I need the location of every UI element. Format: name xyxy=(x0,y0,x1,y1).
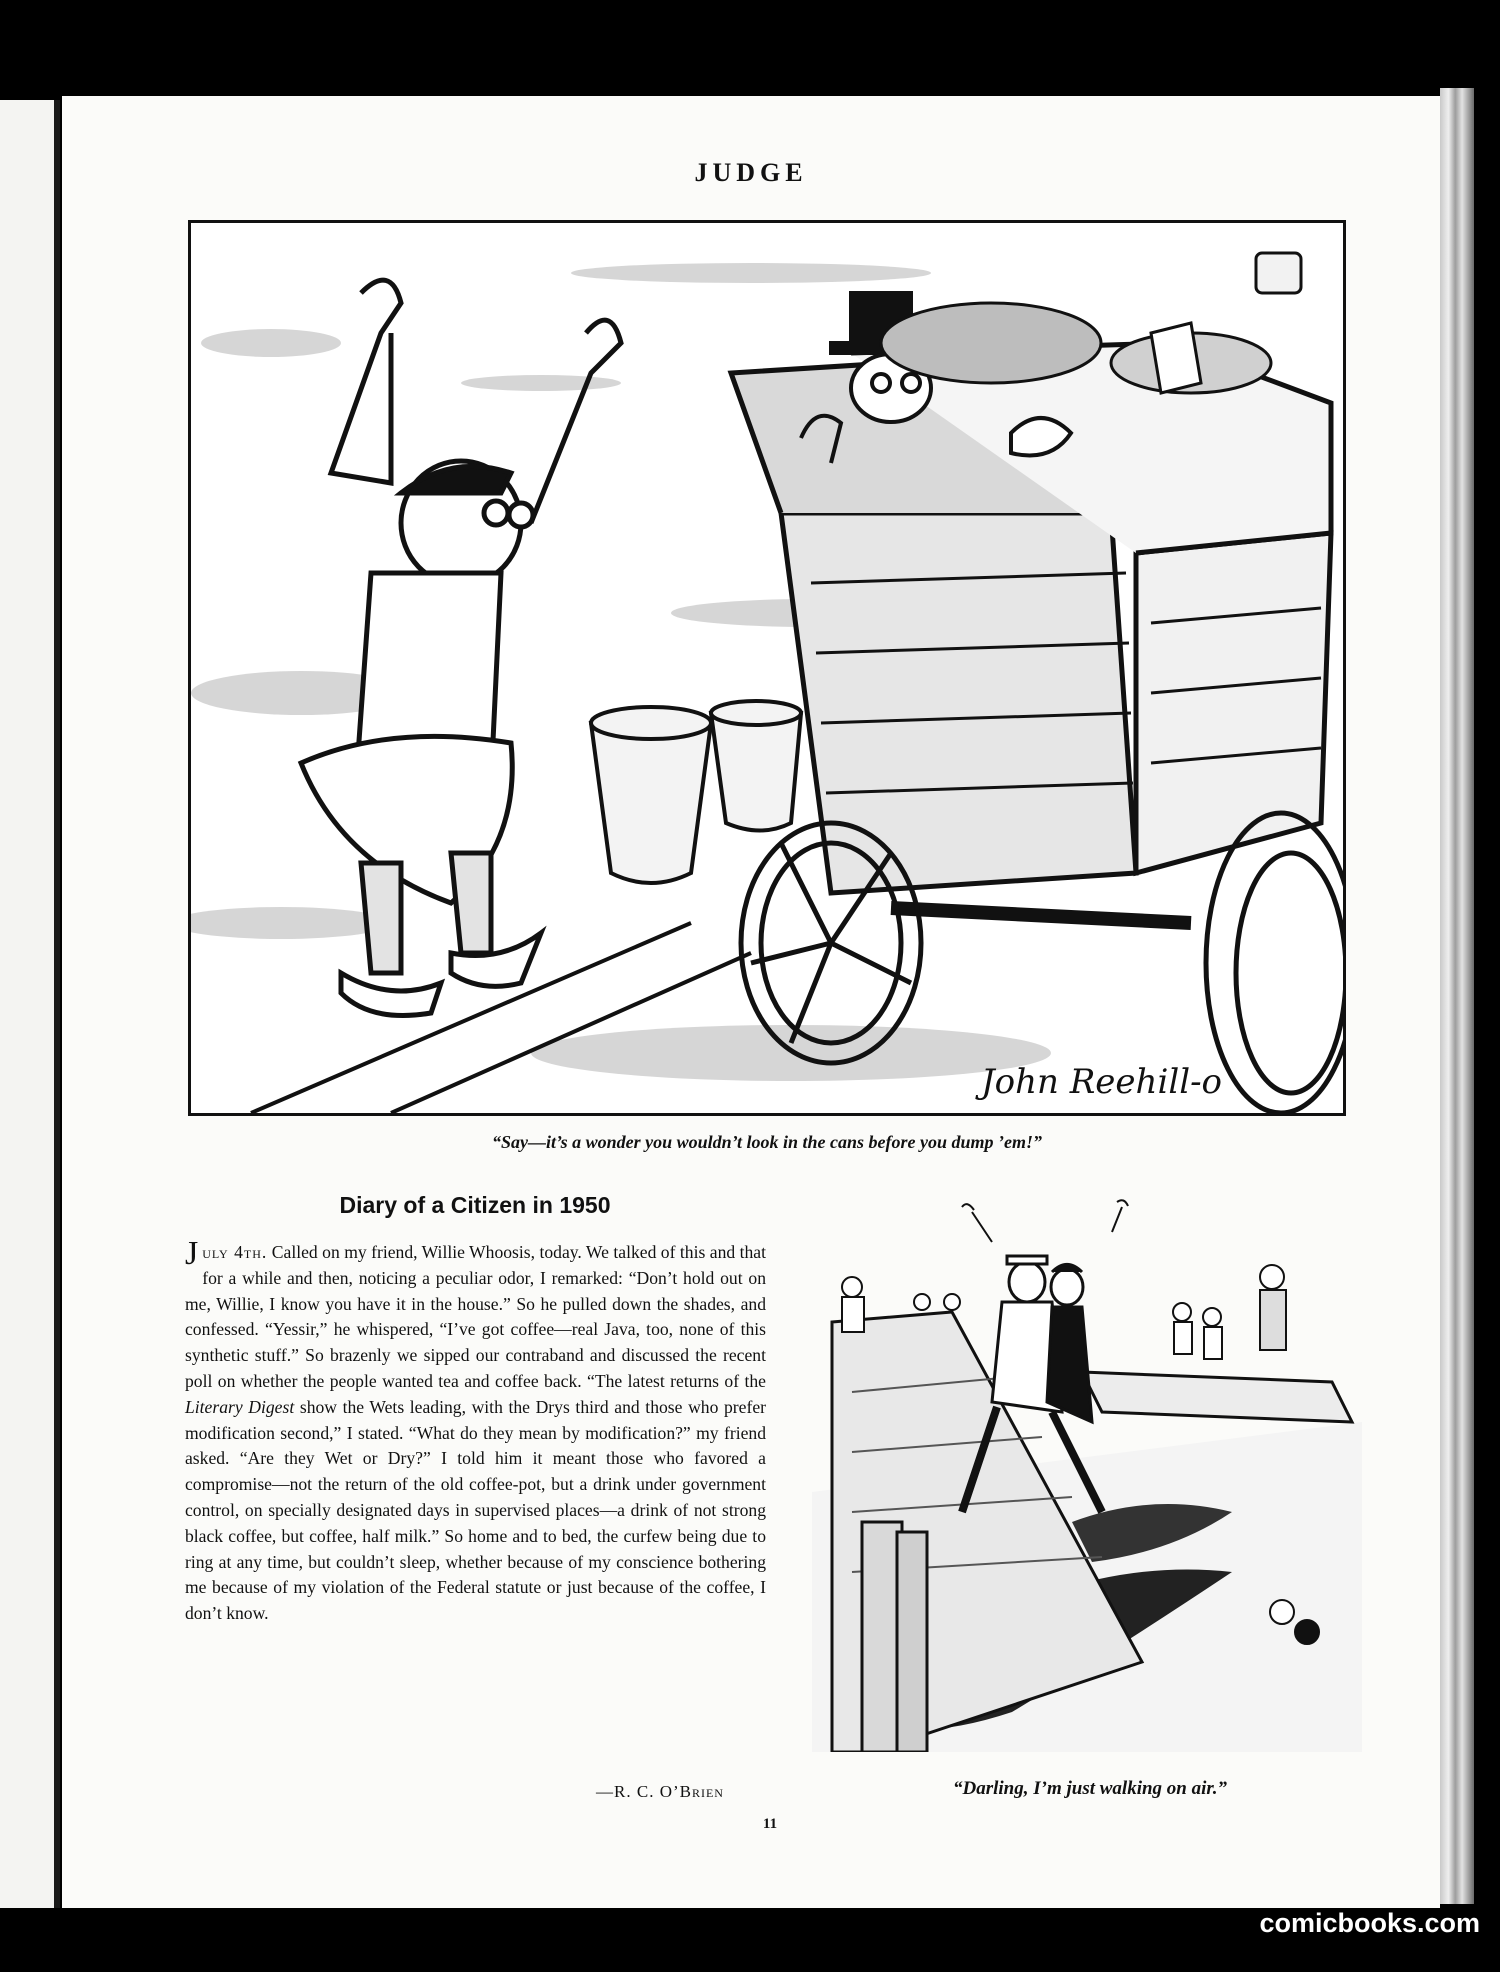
article-byline: —R. C. O’Brien xyxy=(596,1782,724,1801)
cartoon-top-illustration xyxy=(188,220,1346,1116)
article-text-part-1: Called on my friend, Willie Whoosis, today. We talked of this and that for a while and then, noticing a peculiar odor, I remarked: “Don’t hold out on me, Willie, I know you have it in the house.” So he pulled down the shades, and confessed. “Yessir,” he whispered, “I’ve got coffee—real Java, too, none of this synthetic stuff.” So brazenly we sipped our contraband and discussed the recent poll on whether the people wanted tea and coffee back. “The latest returns of the xyxy=(185,1242,766,1391)
cartoon-top-caption: “Say—it’s a wonder you wouldn’t look in the cans before you dump ’em!” xyxy=(491,1132,1043,1152)
left-page-edge xyxy=(0,100,58,1908)
article-title: Diary of a Citizen in 1950 xyxy=(339,1192,611,1218)
page-stack-edge xyxy=(1440,88,1474,1904)
article-dateline: uly 4th. xyxy=(202,1242,268,1262)
cartoon-bottom-caption: “Darling, I’m just walking on air.” xyxy=(953,1778,1227,1799)
magazine-title: JUDGE xyxy=(694,158,808,187)
site-watermark: comicbooks.com xyxy=(1259,1908,1480,1938)
cartoon-signature: John Reehill-o xyxy=(981,1062,1223,1102)
page-number: 11 xyxy=(762,1816,778,1832)
article-text-part-2: show the Wets leading, with the Drys third and those who prefer modification second,” I stated. “What do they mean by modification?” my friend asked. “Are they Wet or Dry?” I told him it meant those who favored a compromise—not the return of the old coffee-pot, but a drink under government control, on specially designated days in supervised places—a drink of not strong black coffee, but coffee, half milk.” So home and to bed, the curfew being due to ring at any time, but couldn’t sleep, whether because of my conscience bothering me because of my violation of the Federal statute or just because of the coffee, I don’t know. xyxy=(185,1396,766,1624)
cartoon-bottom-illustration xyxy=(812,1192,1362,1752)
article-text-italic: Literary Digest xyxy=(185,1396,295,1417)
book-spine xyxy=(54,100,60,1908)
article-body xyxy=(185,1235,766,1627)
article-dropcap: J xyxy=(185,1235,199,1272)
